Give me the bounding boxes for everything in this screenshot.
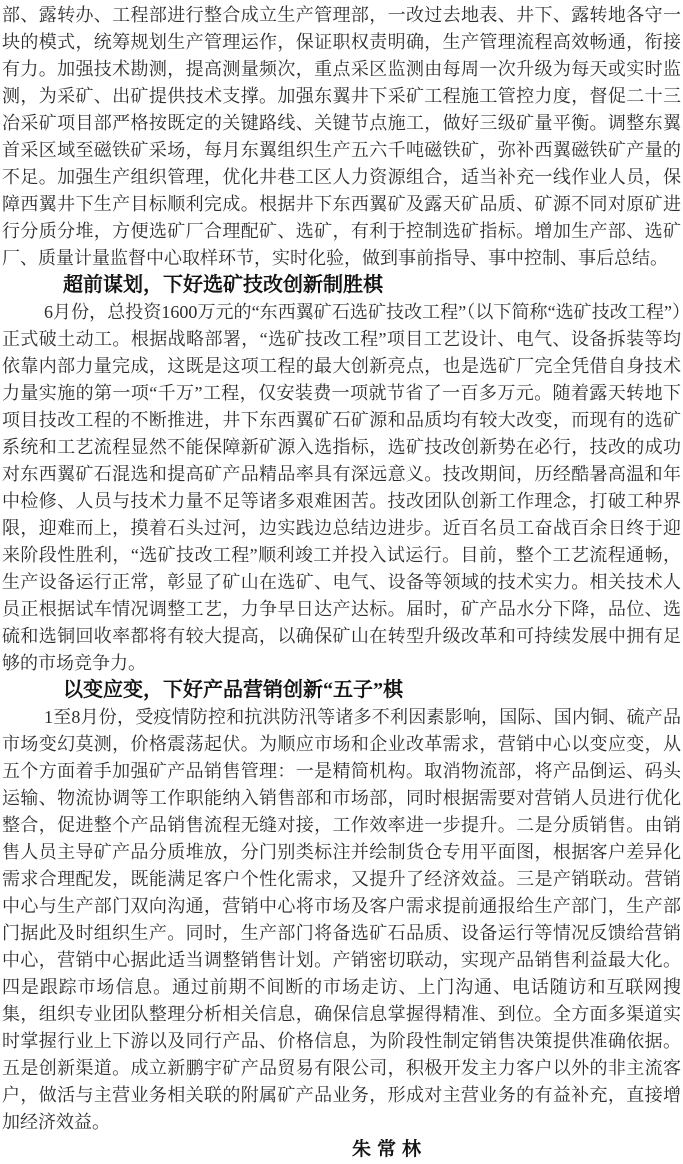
paragraph-production-management: 部、露转办、工程部进行整合成立生产管理部，一改过去地表、井下、露转地各守一块的模式，统筹规划生产管理运作，保证职权责明确，生产管理流程高效畅通，衔接有力。加强技术勘测，提高测量频次，重点采区监测由每周一次升级为每天或实时监测，为采矿、出矿提供技术支撑。加强东翼井下采矿工程施工管控力度，督促二十三冶采矿项目部严格按既定的关键路线、关键节点施工，做好三级矿量平衡。调整东翼首采区域至磁铁矿采场，每月东翼组织生产五六千吨磁铁矿，弥补西翼磁铁矿产量的不足。加强生产组织管理，优化井巷工区人力资源组合，适当补充一线作业人员，保障西翼井下生产目标顺利完成。根据井下东西翼矿及露天矿品质、矿源不同对原矿进行分质分堆，方便选矿厂合理配矿、选矿，有利于控制选矿指标。增加生产部、选矿厂、质量计量监督中心取样环节，实时化验，做到事前指导、事中控制、事后总结。	[2, 5, 681, 268]
section-heading-tech-upgrade: 超前谋划，下好选矿技改创新制胜棋	[63, 274, 383, 296]
author-signature: 朱常林	[351, 1139, 427, 1160]
paragraph-marketing: 1至8月份，受疫情防控和抗洪防汛等诸多不利因素影响，国际、国内铜、硫产品市场变幻莫测，价格震荡起伏。为顺应市场和企业改革需求，营销中心以变应变，从五个方面着手加强矿产品销售管理：一是精简机构。取消物流部，将产品倒运、码头运输、物流协调等工作职能纳入销售部和市场部，同时根据需要对营销人员进行优化整合，促进整个产品销售流程无缝对接，工作效率进一步提升。二是分质销售。由销售人员主导矿产品分质堆放，分门别类标注并绘制货仓专用平面图，根据客户差异化需求合理配发，既能满足客户个性化需求，又提升了经济效益。三是产销联动。营销中心与生产部门双向沟通，营销中心将市场及客户需求提前通报给生产部门，生产部门据此及时组织生产。同时，生产部门将备选矿石品质、设备运行等情况反馈给营销中心，营销中心据此适当调整销售计划。产销密切联动，实现产品销售利益最大化。四是跟踪市场信息。通过前期不间断的市场走访、上门沟通、电话随访和互联网搜集，组织专业团队整理分析相关信息，确保信息掌握得精准、到位。全方面多渠道实时掌握行业上下游以及同行产品、价格信息，为阶段性制定销售决策提供准确依据。五是创新渠道。成立新鹏宇矿产品贸易有限公司，积极开发主力客户以外的非主流客户，做活与主营业务相关联的附属矿产品业务，形成对主营业务的有益补充，直接增加经济效益。	[2, 707, 681, 1132]
paragraph-tech-upgrade: 6月份，总投资1600万元的“东西翼矿石选矿技改工程”（以下简称“选矿技改工程”）正式破土动工。根据战略部署，“选矿技改工程”项目工艺设计、电气、设备拆装等均依靠内部力量完成，这既是这项工程的最大创新亮点，也是选矿厂完全凭借自身技术力量实施的第一项“千万”工程，仅安装费一项就节省了一百多万元。随着露天转地下项目技改工程的不断推进，井下东西翼矿石矿源和品质均有较大改变，而现有的选矿系统和工艺流程显然不能保障新矿源入选指标，选矿技改创新势在必行，技改的成功对东西翼矿石混选和提高矿产品精品率具有深远意义。技改期间，历经酷暑高温和年中检修、人员与技术力量不足等诸多艰难困苦。技改团队创新工作理念，打破工种界限，迎难而上，摸着石头过河，边实践边总结边进步。近百名员工奋战百余日终于迎来阶段性胜利，“选矿技改工程”顺利竣工并投入试运行。目前，整个工艺流程通畅，生产设备运行正常，彰显了矿山在选矿、电气、设备等领域的技术实力。相关技术人员正根据试车情况调整工艺，力争早日达产达标。届时，矿产品水分下降，品位、选硫和选铜回收率都将有较大提高，以确保矿山在转型升级改革和可持续发展中拥有足够的市场竞争力。	[2, 302, 681, 673]
section-heading-marketing: 以变应变，下好产品营销创新“五子”棋	[63, 679, 403, 701]
